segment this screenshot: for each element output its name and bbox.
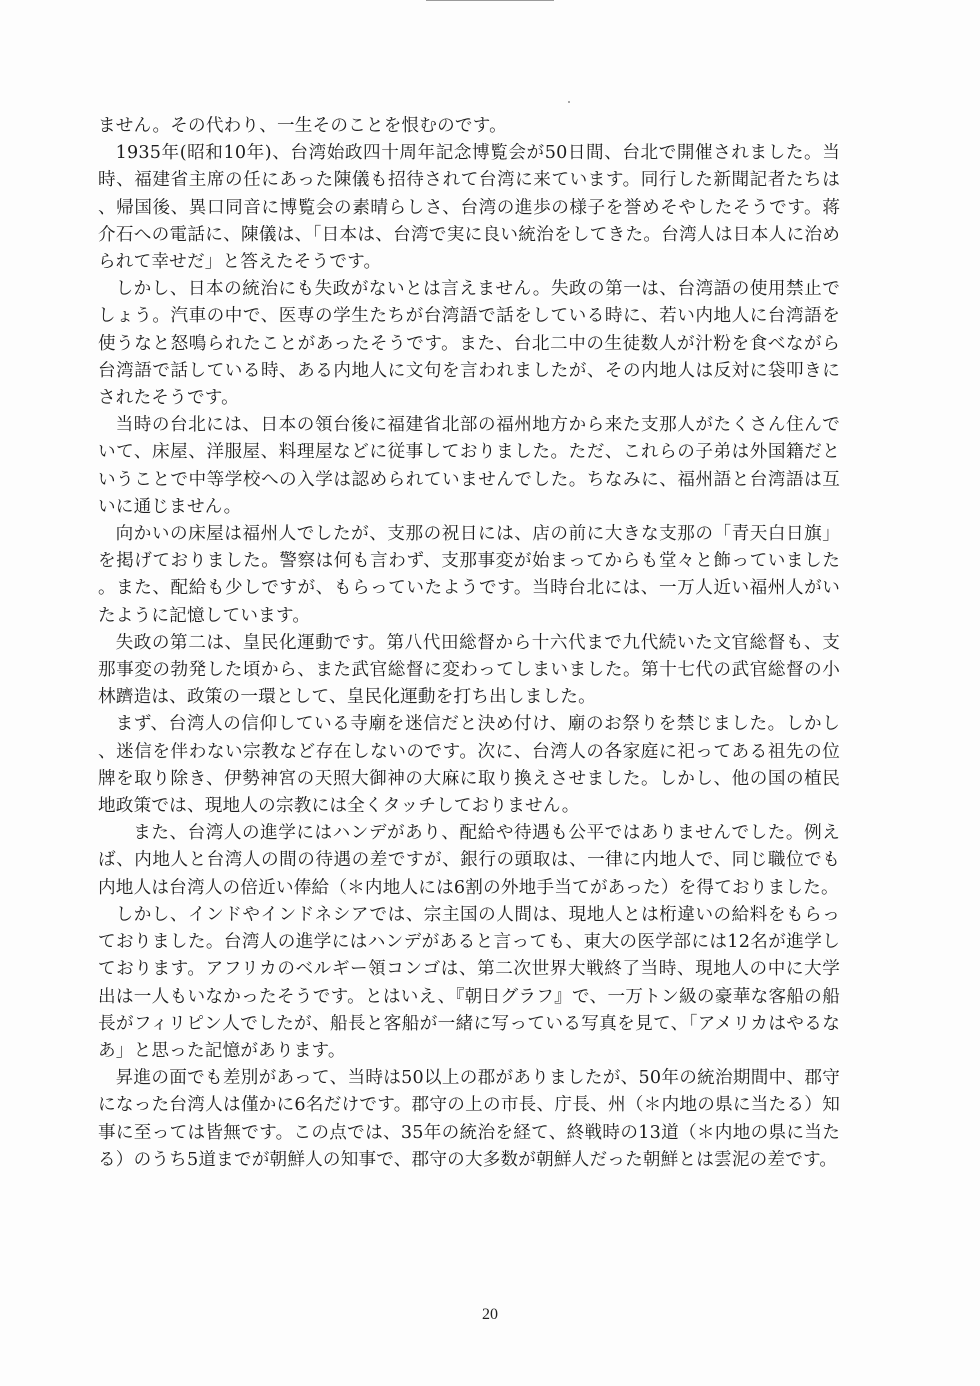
paragraph: ません。その代わり、一生そのことを恨むのです。 bbox=[98, 116, 507, 136]
paragraph: 向かいの床屋は福州人でしたが、支那の祝日には、店の前に大きな支那の「青天白日旗」を掲げておりました。警察は何も言わず、支那事変が始まってからも堂々と飾っていました。また、配給も少しですが、もらっていたようです。当時台北には、一万人近い福州人がいたように記憶しています。 bbox=[98, 524, 840, 626]
paragraph: まず、台湾人の信仰している寺廟を迷信だと決め付け、廟のお祭りを禁じました。しかし、迷信を伴わない宗教など存在しないのです。次に、台湾人の各家庭に祀ってある祖先の位牌を取り除き、伊勢神宮の天照大御神の大麻に取り換えさせました。しかし、他の国の植民地政策では、現地人の宗教には全くタッチしておりません。 bbox=[98, 714, 840, 817]
paragraph: また、台湾人の進学にはハンデがあり、配給や待遇も公平ではありませんでした。例えば、内地人と台湾人の間の待遇の差ですが、銀行の頭取は、一律に内地人で、同じ職位でも内地人は台湾人の倍近い俸給（＊内地人には6割の外地手当てがあった）を得ておりました。 bbox=[98, 823, 840, 898]
paragraph: しかし、日本の統治にも失政がないとは言えません。失政の第一は、台湾語の使用禁止でしょう。汽車の中で、医専の学生たちが台湾語で話をしている時に、若い内地人に台湾語を使うなと怒鳴られたことがあったそうです。また、台北二中の生徒数人が汁粉を食べながら台湾語で話している時、ある内地人に文句を言われましたが、その内地人は反対に袋叩きにされたそうです。 bbox=[98, 279, 840, 409]
paragraph: しかし、インドやインドネシアでは、宗主国の人間は、現地人とは桁違いの給料をもらっておりました。台湾人の進学にはハンデがあると言っても、東大の医学部には12名が進学しております。アフリカのベルギー領コンゴは、第二次世界大戦終了当時、現地人の中に大学出は一人もいなかったそうです。とはいえ、『朝日グラフ』で、一万トン級の豪華な客船の船長がフィリピン人でしたが、船長と客船が一緒に写っている写真を見て、「アメリカはやるなあ」と思った記憶があります。 bbox=[98, 904, 840, 1061]
paragraph: 1935年(昭和10年)、台湾始政四十周年記念博覧会が50日間、台北で開催されました。当時、福建省主席の任にあった陳儀も招待されて台湾に来ています。同行した新聞記者たちは、帰国後、異口同音に博覧会の素晴らしさ、台湾の進歩の様子を誉めそやしたそうです。蒋介石への電話に、陳儀は、「日本は、台湾で実に良い統治をしてきた。台湾人は日本人に治められて幸せだ」と答えたそうです。 bbox=[98, 143, 840, 273]
paragraph: 昇進の面でも差別があって、当時は50以上の郡がありましたが、50年の統治期間中、郡守になった台湾人は僅かに6名だけです。郡守の上の市長、庁長、州（＊内地の県に当たる）知事に至っては皆無です。この点では、35年の統治を経て、終戦時の13道（＊内地の県に当たる）のうち5道までが朝鮮人の知事で、郡守の大多数が朝鮮人だった朝鮮とは雲泥の差です。 bbox=[98, 1068, 840, 1170]
page-number: 20 bbox=[482, 1306, 498, 1323]
scan-speck bbox=[568, 101, 570, 103]
top-rule bbox=[426, 0, 554, 1]
paragraph: 当時の台北には、日本の領台後に福建省北部の福州地方から来た支那人がたくさん住んでいて、床屋、洋服屋、料理屋などに従事しておりました。ただ、これらの子弟は外国籍だということで中等学校への入学は認められていませんでした。ちなみに、福州語と台湾語は互いに通じません。 bbox=[98, 415, 840, 517]
paragraph: 失政の第二は、皇民化運動です。第八代田総督から十六代まで九代続いた文官総督も、支那事変の勃発した頃から、また武官総督に変わってしまいました。第十七代の武官総督の小林躋造は、政策の一環として、皇民化運動を打ち出しました。 bbox=[98, 632, 840, 708]
body-text bbox=[98, 113, 840, 1174]
